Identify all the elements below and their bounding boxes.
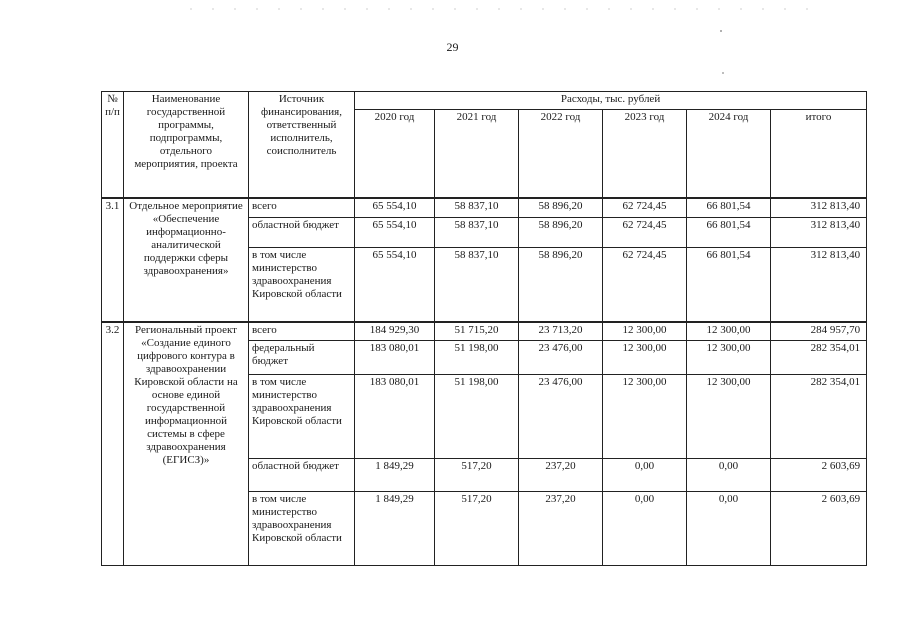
cell-total: 2 603,69 [771, 459, 867, 492]
cell-value: 12 300,00 [603, 375, 687, 459]
cell-value: 66 801,54 [687, 248, 771, 322]
cell-value: 66 801,54 [687, 198, 771, 218]
cell-value: 237,20 [519, 492, 603, 566]
row-name: Отдельное мероприятие «Обеспечение информационно-аналитической поддержки сферы здравоохранения» [124, 198, 249, 322]
cell-value: 183 080,01 [355, 341, 435, 375]
table-row [102, 198, 867, 218]
cell-value: 62 724,45 [603, 218, 687, 248]
cell-value: 58 896,20 [519, 218, 603, 248]
row-index: 3.2 [102, 322, 124, 566]
cell-value: 12 300,00 [687, 341, 771, 375]
cell-value: 58 837,10 [435, 218, 519, 248]
cell-value: 62 724,45 [603, 248, 687, 322]
cell-total: 2 603,69 [771, 492, 867, 566]
row-source: в том числе министерство здравоохранения Кировской области [249, 375, 355, 459]
cell-value: 62 724,45 [603, 198, 687, 218]
cell-value: 517,20 [435, 459, 519, 492]
header-index: № п/п [102, 92, 124, 198]
cell-value: 58 896,20 [519, 248, 603, 322]
cell-value: 65 554,10 [355, 218, 435, 248]
row-name: Региональный проект «Создание единого цифрового контура в здравоохранении Кировской области на основе единой государственной информационной системы в сфере здравоохранения (ЕГИСЗ)» [124, 322, 249, 566]
cell-total: 282 354,01 [771, 341, 867, 375]
cell-value: 1 849,29 [355, 492, 435, 566]
header-year-2020: 2020 год [355, 110, 435, 198]
row-source: областной бюджет [249, 459, 355, 492]
cell-value: 65 554,10 [355, 198, 435, 218]
cell-value: 12 300,00 [687, 375, 771, 459]
row-source: областной бюджет [249, 218, 355, 248]
cell-value: 184 929,30 [355, 322, 435, 341]
table-row [102, 322, 867, 341]
cell-value: 517,20 [435, 492, 519, 566]
cell-value: 1 849,29 [355, 459, 435, 492]
cell-value: 51 198,00 [435, 375, 519, 459]
cell-value: 51 198,00 [435, 341, 519, 375]
header-name: Наименование государственной программы, подпрограммы, отдельного мероприятия, проекта [124, 92, 249, 198]
cell-value: 23 476,00 [519, 341, 603, 375]
cell-value: 183 080,01 [355, 375, 435, 459]
cell-value: 12 300,00 [603, 341, 687, 375]
cell-value: 51 715,20 [435, 322, 519, 341]
scan-artifact-dots [180, 8, 820, 10]
cell-total: 312 813,40 [771, 248, 867, 322]
header-expenses: Расходы, тыс. рублей [355, 92, 867, 110]
cell-value: 0,00 [603, 459, 687, 492]
budget-table [101, 91, 867, 566]
cell-value: 58 837,10 [435, 248, 519, 322]
page-number: 29 [446, 40, 459, 54]
cell-value: 12 300,00 [687, 322, 771, 341]
cell-value: 23 713,20 [519, 322, 603, 341]
cell-value: 65 554,10 [355, 248, 435, 322]
cell-total: 282 354,01 [771, 375, 867, 459]
cell-value: 58 837,10 [435, 198, 519, 218]
cell-total: 312 813,40 [771, 198, 867, 218]
row-index: 3.1 [102, 198, 124, 322]
scan-artifact-dot [720, 30, 722, 32]
header-year-2021: 2021 год [435, 110, 519, 198]
row-source: всего [249, 322, 355, 341]
header-year-2024: 2024 год [687, 110, 771, 198]
cell-value: 23 476,00 [519, 375, 603, 459]
cell-value: 12 300,00 [603, 322, 687, 341]
row-source: федеральный бюджет [249, 341, 355, 375]
cell-value: 66 801,54 [687, 218, 771, 248]
header-source: Источник финансирования, ответственный исполнитель, соисполнитель [249, 92, 355, 198]
cell-value: 0,00 [687, 492, 771, 566]
cell-value: 237,20 [519, 459, 603, 492]
row-source: в том числе министерство здравоохранения Кировской области [249, 248, 355, 322]
scan-artifact-dot [722, 72, 724, 74]
row-source: всего [249, 198, 355, 218]
cell-total: 312 813,40 [771, 218, 867, 248]
cell-value: 0,00 [687, 459, 771, 492]
header-year-2023: 2023 год [603, 110, 687, 198]
row-source: в том числе министерство здравоохранения Кировской области [249, 492, 355, 566]
header-total: итого [771, 110, 867, 198]
header-year-2022: 2022 год [519, 110, 603, 198]
cell-value: 0,00 [603, 492, 687, 566]
cell-total: 284 957,70 [771, 322, 867, 341]
cell-value: 58 896,20 [519, 198, 603, 218]
